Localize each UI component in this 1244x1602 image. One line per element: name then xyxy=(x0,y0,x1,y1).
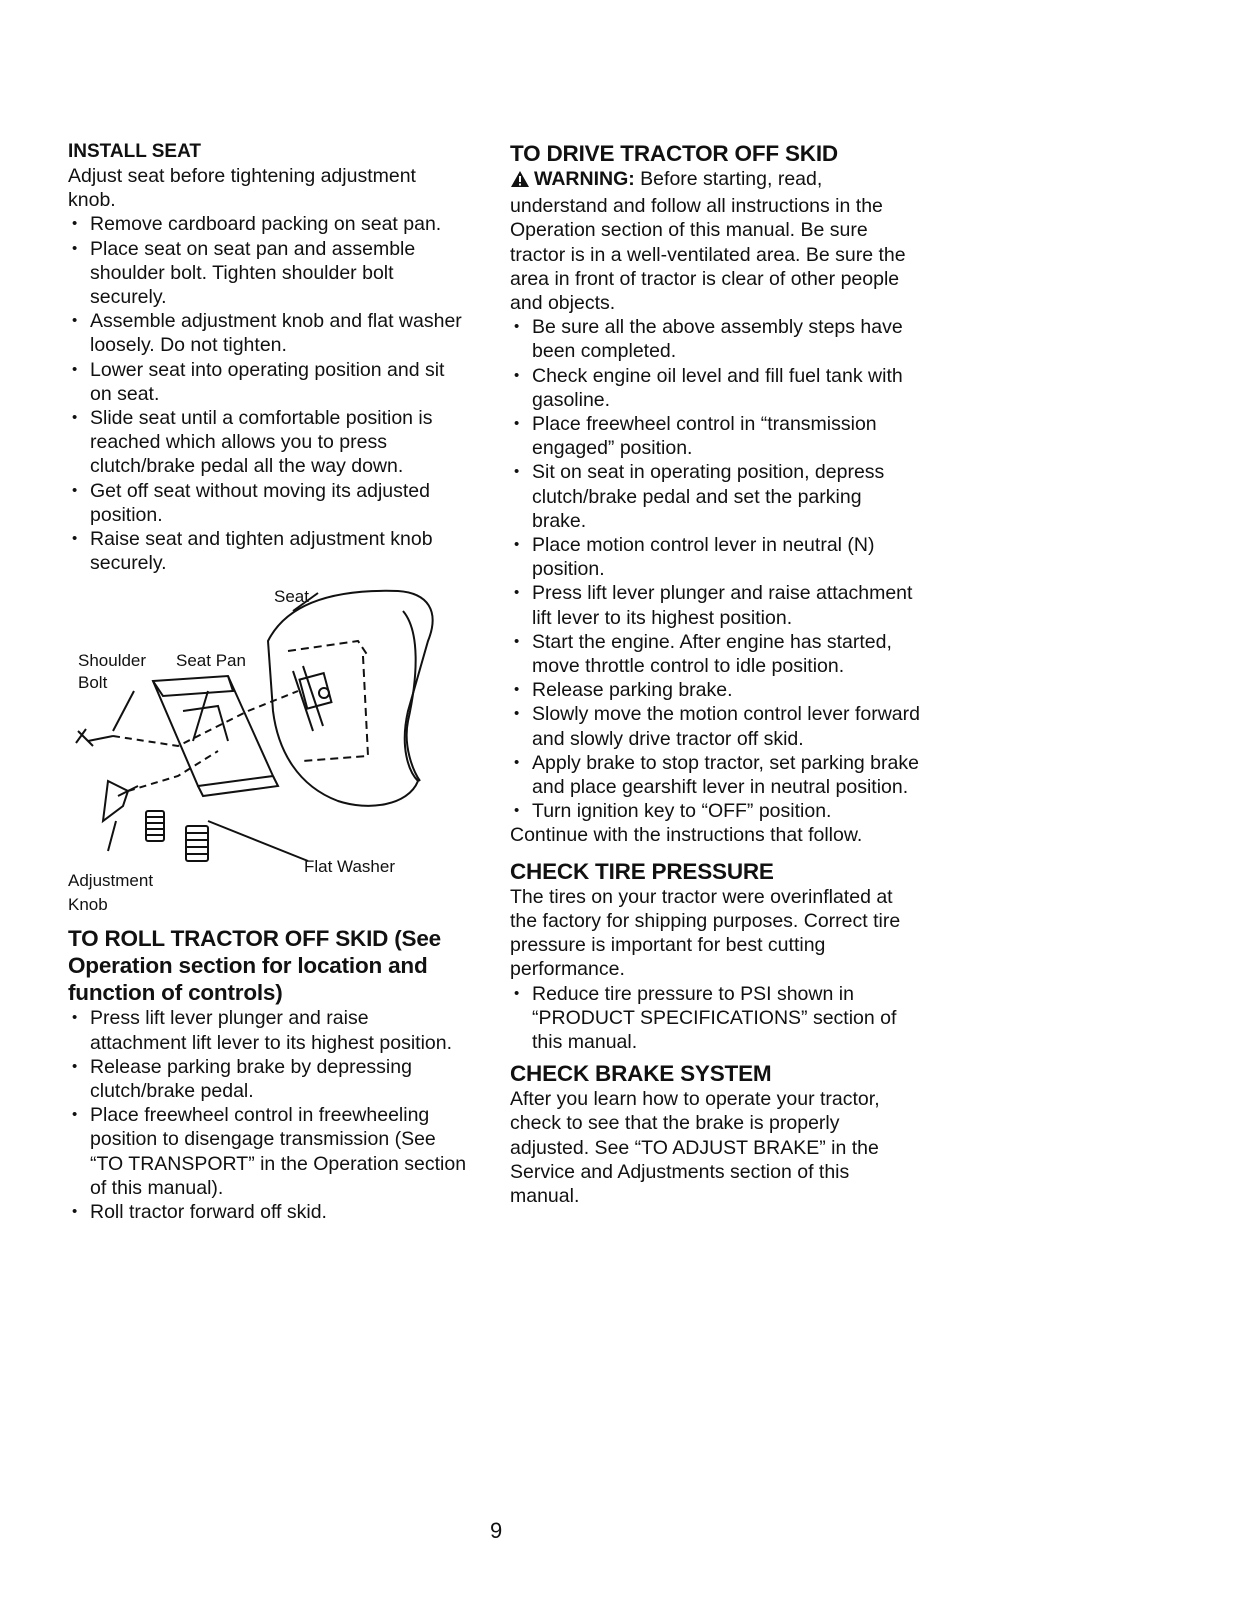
label-seat: Seat xyxy=(274,587,309,607)
drive-tractor-heading: TO DRIVE TRACTOR OFF SKID xyxy=(510,141,838,166)
brake-system-heading: CHECK BRAKE SYSTEM xyxy=(510,1061,772,1087)
tire-pressure-steps xyxy=(510,982,920,1055)
list-item: • Place freewheel control in “transmission engaged” position. xyxy=(510,412,920,460)
page-number: 9 xyxy=(490,1518,503,1543)
warning-triangle-icon xyxy=(510,170,530,194)
right-column xyxy=(510,140,920,1208)
drive-closing: Continue with the instructions that follow. xyxy=(510,824,863,847)
list-item: • Assemble adjustment knob and flat washer loosely. Do not tighten. xyxy=(68,309,468,357)
list-item: • Check engine oil level and fill fuel tank with gasoline. xyxy=(510,364,920,412)
list-item: • Reduce tire pressure to PSI shown in “PRODUCT SPECIFICATIONS” section of this manual. xyxy=(510,982,920,1055)
install-seat-heading: INSTALL SEAT xyxy=(68,141,201,162)
install-seat-steps xyxy=(68,212,468,575)
tire-pressure-heading: CHECK TIRE PRESSURE xyxy=(510,858,774,884)
tire-pressure-text: The tires on your tractor were overinflated at the factory for shipping purposes. Correct tire pressure is important for best cutting performance. xyxy=(510,885,901,981)
list-item: • Start the engine. After engine has started, move throttle control to idle position. xyxy=(510,630,920,678)
seat-assembly-diagram xyxy=(68,581,468,921)
list-item: • Place motion control lever in neutral (N) position. xyxy=(510,533,920,581)
list-item: • Be sure all the above assembly steps have been completed. xyxy=(510,315,920,363)
warning-paragraph xyxy=(510,167,920,315)
label-adjustment-knob-1: Adjustment xyxy=(68,871,154,891)
install-seat-intro: Adjust seat before tightening adjustment knob. xyxy=(68,165,416,212)
drive-tractor-steps xyxy=(510,315,920,823)
list-item: • Slide seat until a comfortable position is reached which allows you to press clutch/brake pedal all the way down. xyxy=(68,406,468,479)
label-shoulder-bolt-2: Bolt xyxy=(78,673,108,693)
list-item: • Press lift lever plunger and raise attachment lift lever to its highest position. xyxy=(68,1006,468,1054)
seat-assembly-illustration xyxy=(68,581,468,921)
list-item: • Release parking brake. xyxy=(510,678,920,702)
roll-tractor-heading: TO ROLL TRACTOR OFF SKID (See Operation section for location and function of controls) xyxy=(68,926,441,1006)
list-item: • Get off seat without moving its adjusted position. xyxy=(68,479,468,527)
label-shoulder-bolt-1: Shoulder xyxy=(78,651,147,671)
list-item: • Sit on seat in operating position, depress clutch/brake pedal and set the parking brake. xyxy=(510,460,920,533)
list-item: • Turn ignition key to “OFF” position. xyxy=(510,799,920,823)
list-item: • Lower seat into operating position and sit on seat. xyxy=(68,358,468,406)
list-item: • Apply brake to stop tractor, set parking brake and place gearshift lever in neutral position. xyxy=(510,751,920,799)
list-item: • Press lift lever plunger and raise attachment lift lever to its highest position. xyxy=(510,581,920,629)
roll-tractor-steps xyxy=(68,1006,468,1224)
label-adjustment-knob-2: Knob xyxy=(68,895,108,915)
list-item: • Place freewheel control in freewheeling position to disengage transmission (See “TO TRANSPORT” in the Operation section of this manual). xyxy=(68,1103,468,1200)
list-item: • Roll tractor forward off skid. xyxy=(68,1200,468,1224)
warning-text: Before starting, read, understand and follow all instructions in the Operation section of this manual. Be sure tractor is in a well-ventilated area. Be sure the area in front of tractor is clear of other people and objects. xyxy=(510,168,906,315)
list-item: • Raise seat and tighten adjustment knob securely. xyxy=(68,527,468,575)
label-seat-pan: Seat Pan xyxy=(176,651,246,671)
list-item: • Release parking brake by depressing clutch/brake pedal. xyxy=(68,1055,468,1103)
left-column xyxy=(68,140,468,1224)
warning-label: WARNING: xyxy=(534,168,635,190)
list-item: • Remove cardboard packing on seat pan. xyxy=(68,212,468,236)
brake-system-text: After you learn how to operate your tractor, check to see that the brake is properly adjusted. See “TO ADJUST BRAKE” in the Service and Adjustments section of this manual. xyxy=(510,1088,880,1207)
list-item: • Slowly move the motion control lever forward and slowly drive tractor off skid. xyxy=(510,702,920,750)
list-item: • Place seat on seat pan and assemble shoulder bolt. Tighten shoulder bolt securely. xyxy=(68,237,468,310)
label-flat-washer: Flat Washer xyxy=(304,857,396,877)
